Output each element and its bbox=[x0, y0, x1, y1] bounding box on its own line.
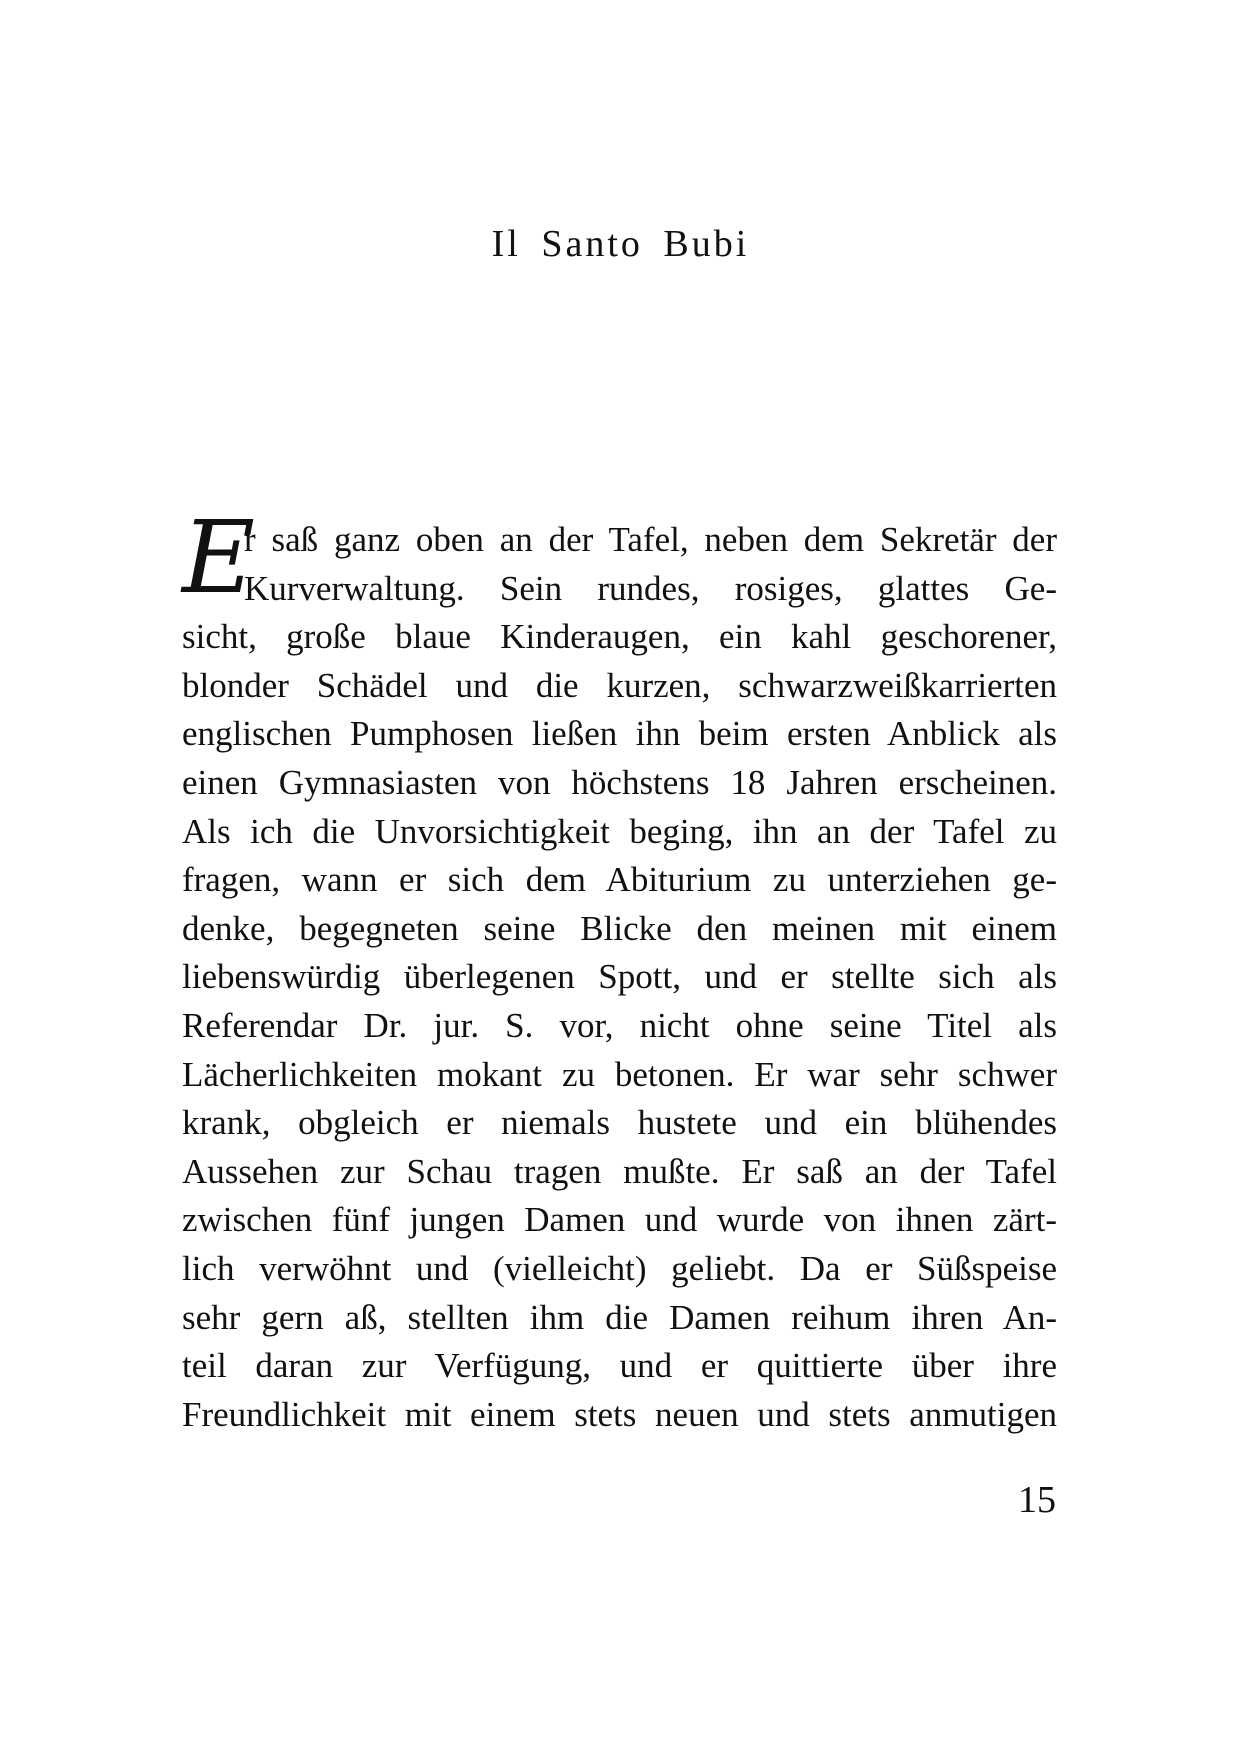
body-text bbox=[182, 499, 1057, 1439]
text-line: denke, begegneten seine Blicke den meinen mit einem bbox=[182, 908, 1057, 948]
text-line: r saß ganz oben an der Tafel, neben dem Sekretär der bbox=[244, 520, 1057, 559]
drop-cap-initial: E bbox=[182, 499, 255, 616]
text-line: teil daran zur Verfügung, und er quittierte über ihre bbox=[182, 1346, 1057, 1386]
text-line: sehr gern aß, stellten ihm die Damen reihum ihren An- bbox=[182, 1297, 1057, 1337]
text-line: Kurverwaltung. Sein rundes, rosiges, glattes Ge- bbox=[244, 568, 1057, 608]
text-line: fragen, wann er sich dem Abiturium zu unterziehen ge- bbox=[182, 860, 1057, 900]
text-line: Referendar Dr. jur. S. vor, nicht ohne seine Titel als bbox=[182, 1005, 1057, 1045]
text-line: Aussehen zur Schau tragen mußte. Er saß an der Tafel bbox=[182, 1151, 1057, 1191]
text-line: englischen Pumphosen ließen ihn beim ersten Anblick als bbox=[182, 714, 1057, 754]
text-line: Lächerlichkeiten mokant zu betonen. Er war sehr schwer bbox=[182, 1054, 1057, 1094]
text-line: blonder Schädel und die kurzen, schwarzweißkarrierten bbox=[182, 665, 1057, 705]
text-line: zwischen fünf jungen Damen und wurde von ihnen zärt- bbox=[182, 1200, 1057, 1240]
text-line: lich verwöhnt und (vielleicht) geliebt. Da er Süßspeise bbox=[182, 1248, 1057, 1288]
text-line: einen Gymnasiasten von höchstens 18 Jahren erscheinen. bbox=[182, 762, 1057, 802]
text-line: Als ich die Unvorsichtigkeit beging, ihn an der Tafel zu bbox=[182, 811, 1057, 851]
chapter-title: Il Santo Bubi bbox=[491, 223, 750, 265]
text-line: sicht, große blaue Kinderaugen, ein kahl geschorener, bbox=[182, 617, 1057, 657]
page-number: 15 bbox=[1018, 1479, 1056, 1521]
text-line: Freundlichkeit mit einem stets neuen und stets anmutigen bbox=[182, 1394, 1057, 1434]
text-line: liebenswürdig überlegenen Spott, und er stellte sich als bbox=[182, 957, 1057, 997]
text-line: krank, obgleich er niemals hustete und ein blühendes bbox=[182, 1103, 1057, 1143]
